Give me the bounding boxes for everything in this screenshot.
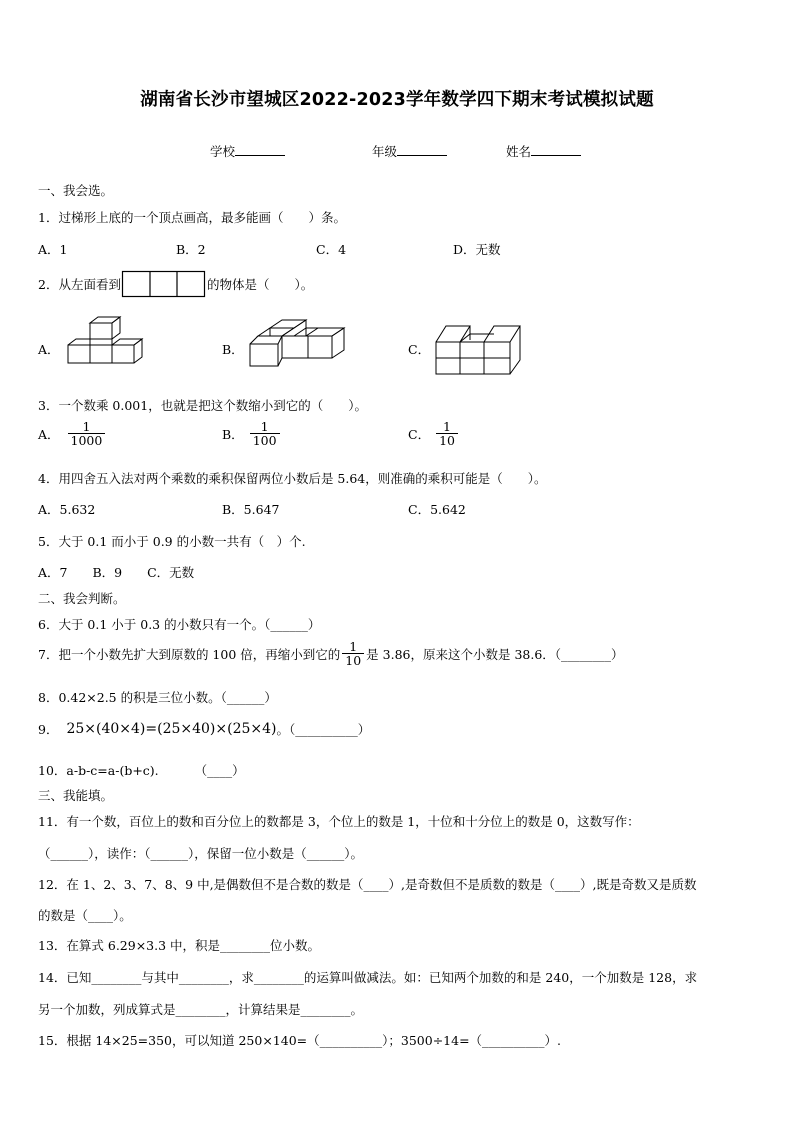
cube-figure-c bbox=[432, 322, 528, 378]
q4-option-c[interactable]: C．5.642 bbox=[408, 502, 466, 517]
name-label: 姓名 bbox=[506, 144, 532, 159]
school-field[interactable] bbox=[210, 142, 285, 160]
q5-options[interactable]: A．7 B．9 C．无数 bbox=[38, 565, 195, 580]
cube-figure-b bbox=[246, 318, 348, 372]
question-15: 15．根据 14×25=350，可以知道 250×140=（__________）；3500÷14=（__________）. bbox=[38, 1033, 562, 1048]
grade-label: 年级 bbox=[372, 144, 398, 159]
q3-c-denominator: 10 bbox=[439, 433, 455, 449]
question-13: 13．在算式 6.29×3.3 中，积是________位小数。 bbox=[38, 938, 321, 953]
q1-option-d[interactable]: D．无数 bbox=[453, 242, 501, 257]
question-7 bbox=[38, 640, 624, 667]
q7-numerator: 1 bbox=[349, 639, 358, 654]
question-6: 6．大于 0.1 小于 0.3 的小数只有一个。（______） bbox=[38, 617, 321, 632]
question-9 bbox=[38, 720, 370, 738]
q3-b-numerator: 1 bbox=[260, 419, 269, 434]
name-blank[interactable] bbox=[531, 143, 581, 156]
q7-text-post: 是 3.86，原来这个小数是 38.6．（________） bbox=[366, 646, 624, 662]
question-1: 1．过梯形上底的一个顶点画高，最多能画（ ）条。 bbox=[38, 210, 346, 225]
grade-blank[interactable] bbox=[397, 143, 447, 156]
q4-option-a[interactable]: A．5.632 bbox=[38, 502, 96, 517]
q7-text-pre: 7．把一个小数先扩大到原数的 100 倍，再缩小到它的 bbox=[38, 646, 341, 662]
question-2 bbox=[38, 270, 313, 298]
section-heading-judge: 二、我会判断。 bbox=[38, 591, 126, 606]
q3-option-a-label: A． bbox=[38, 426, 60, 442]
question-14-line-2: 另一个加数，列成算式是________，计算结果是________。 bbox=[38, 1002, 364, 1017]
q3-option-c[interactable] bbox=[408, 420, 460, 447]
q9-blank[interactable]: 。（__________） bbox=[276, 722, 371, 737]
q10-blank[interactable]: （____） bbox=[194, 763, 245, 778]
q3-fraction-c bbox=[436, 420, 458, 447]
question-3: 3．一个数乘 0.001，也就是把这个数缩小到它的（ ）。 bbox=[38, 398, 367, 413]
q2-option-a-label[interactable]: A． bbox=[38, 342, 60, 357]
left-view-figure bbox=[121, 270, 207, 298]
question-10 bbox=[38, 761, 245, 779]
q1-option-b[interactable]: B．2 bbox=[176, 242, 206, 257]
page-title: 湖南省长沙市望城区2022-2023学年数学四下期末考试模拟试题 bbox=[140, 90, 654, 110]
q2-text-post: 的物体是（ ）。 bbox=[206, 277, 314, 292]
question-14-line-1: 14．已知________与其中________，求________的运算叫做减法。如：已知两个加数的和是 240，一个加数是 128，求 bbox=[38, 970, 698, 985]
q3-option-c-label: C． bbox=[408, 426, 431, 442]
question-8: 8．0.42×2.5 的积是三位小数。（______） bbox=[38, 690, 277, 705]
school-label: 学校 bbox=[210, 144, 236, 159]
section-heading-fill: 三、我能填。 bbox=[38, 788, 114, 803]
q3-a-numerator: 1 bbox=[82, 419, 91, 434]
q3-option-b-label: B． bbox=[222, 426, 244, 442]
question-12-line-1: 12．在 1、2、3、7、8、9 中,是偶数但不是合数的数是（____）,是奇数但不是质数的数是（____）,既是奇数又是质数 bbox=[38, 877, 697, 892]
q3-option-a[interactable] bbox=[38, 420, 107, 447]
q3-b-denominator: 100 bbox=[252, 433, 277, 449]
q3-option-b[interactable] bbox=[222, 420, 282, 447]
question-11-line-2: （______），读作：（______），保留一位小数是（______）。 bbox=[38, 846, 364, 861]
question-4: 4．用四舍五入法对两个乘数的乘积保留两位小数后是 5.64，则准确的乘积可能是（ ）。 bbox=[38, 471, 547, 486]
q7-fraction bbox=[342, 640, 364, 667]
question-12-line-2: 的数是（____）。 bbox=[38, 908, 132, 923]
q3-a-denominator: 1000 bbox=[70, 433, 103, 449]
q3-fraction-a bbox=[68, 420, 106, 447]
q10-text: 10．a-b-c=a-(b+c). bbox=[38, 763, 159, 778]
q1-option-c[interactable]: C．4 bbox=[316, 242, 347, 257]
q9-label: 9． bbox=[38, 722, 59, 737]
q7-denominator: 10 bbox=[345, 653, 362, 669]
school-blank[interactable] bbox=[235, 143, 285, 156]
cube-figure-a bbox=[62, 315, 148, 367]
grade-field[interactable] bbox=[372, 142, 447, 160]
q2-option-b-label[interactable]: B． bbox=[222, 342, 244, 357]
section-heading-choice: 一、我会选。 bbox=[38, 183, 114, 198]
name-field[interactable] bbox=[506, 142, 581, 160]
q3-c-numerator: 1 bbox=[443, 419, 451, 434]
q1-option-a[interactable]: A．1 bbox=[38, 242, 68, 257]
q9-formula: 25×(40×4)=(25×40)×(25×4) bbox=[66, 721, 277, 737]
q2-text-pre: 2．从左面看到 bbox=[38, 277, 121, 292]
question-5: 5．大于 0.1 而小于 0.9 的小数一共有（ ）个. bbox=[38, 534, 306, 549]
q2-option-c-label[interactable]: C． bbox=[408, 342, 431, 357]
question-11-line-1: 11．有一个数，百位上的数和百分位上的数都是 3，个位上的数是 1，十位和十分位上的数是 0，这数写作： bbox=[38, 814, 640, 829]
q3-fraction-b bbox=[250, 420, 280, 447]
q4-option-b[interactable]: B．5.647 bbox=[222, 502, 280, 517]
